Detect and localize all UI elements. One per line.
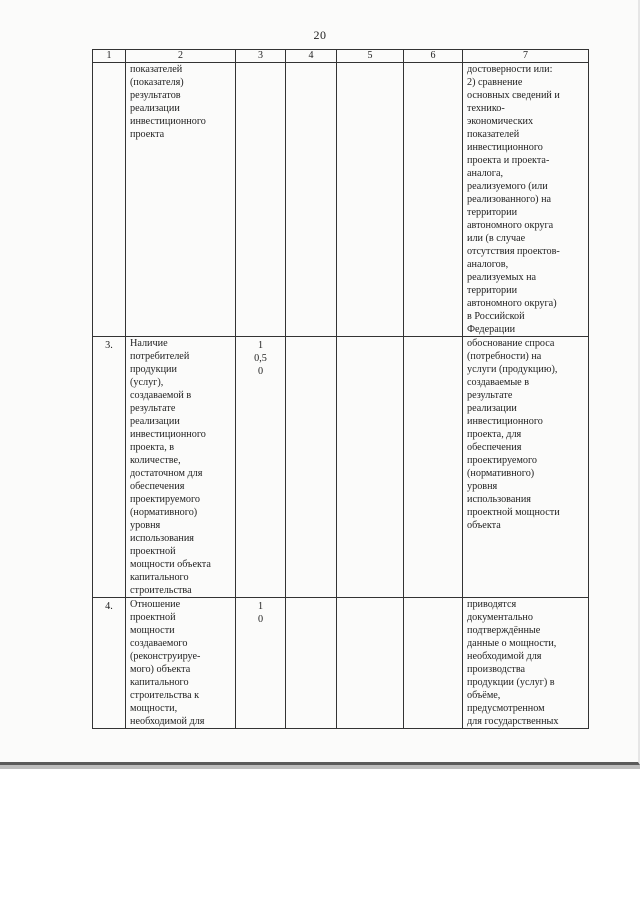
row-number — [93, 63, 126, 337]
score-cell — [236, 63, 286, 337]
table-row — [93, 337, 589, 598]
criterion-cell: Наличие потребителей продукции (услуг), создаваемой в результате реализации инвестиционного проекта, в количестве, достаточном для обеспечения проектируемого (нормативного) уровня использования проектной мощности объекта капитального строительства — [126, 337, 236, 598]
criterion-cell: Отношение проектной мощности создаваемого (реконструируе- мого) объекта капитального строительства к мощности, необходимой для — [126, 598, 236, 729]
score-cell: 1 0,5 0 — [236, 337, 286, 598]
header-col-7: 7 — [463, 50, 589, 63]
table-row — [93, 63, 589, 337]
col5-cell — [337, 337, 404, 598]
header-col-5: 5 — [337, 50, 404, 63]
page-number: 20 — [313, 28, 327, 42]
score-cell: 1 0 — [236, 598, 286, 729]
row-number: 3. — [93, 337, 126, 598]
col4-cell — [286, 598, 337, 729]
col6-cell — [404, 63, 463, 337]
col6-cell — [404, 337, 463, 598]
row-number: 4. — [93, 598, 126, 729]
header-col-2: 2 — [126, 50, 236, 63]
table-header-row — [93, 50, 589, 63]
col5-cell — [337, 63, 404, 337]
header-col-1: 1 — [93, 50, 126, 63]
header-col-6: 6 — [404, 50, 463, 63]
documents-cell: достоверности или: 2) сравнение основных сведений и технико- экономических показателей инвестиционного проекта и проекта- аналога, реализуемого (или реализованного) на территории автономного округа или (в случае отсутствия проектов- аналогов, реализуемых на территории автономного округа) в Российской Федерации — [463, 63, 589, 337]
criterion-cell: показателей (показателя) результатов реализации инвестиционного проекта — [126, 63, 236, 337]
criteria-table — [92, 49, 589, 729]
col4-cell — [286, 337, 337, 598]
col4-cell — [286, 63, 337, 337]
col5-cell — [337, 598, 404, 729]
documents-cell: приводятся документально подтверждённые данные о мощности, необходимой для производства продукции (услуг) в объёме, предусмотренном для государственных — [463, 598, 589, 729]
header-col-3: 3 — [236, 50, 286, 63]
header-col-4: 4 — [286, 50, 337, 63]
documents-cell: обоснование спроса (потребности) на услуги (продукцию), создаваемые в результате реализации инвестиционного проекта, для обеспечения проектируемого (нормативного) уровня использования проектной мощности объекта — [463, 337, 589, 598]
col6-cell — [404, 598, 463, 729]
table-row — [93, 598, 589, 729]
